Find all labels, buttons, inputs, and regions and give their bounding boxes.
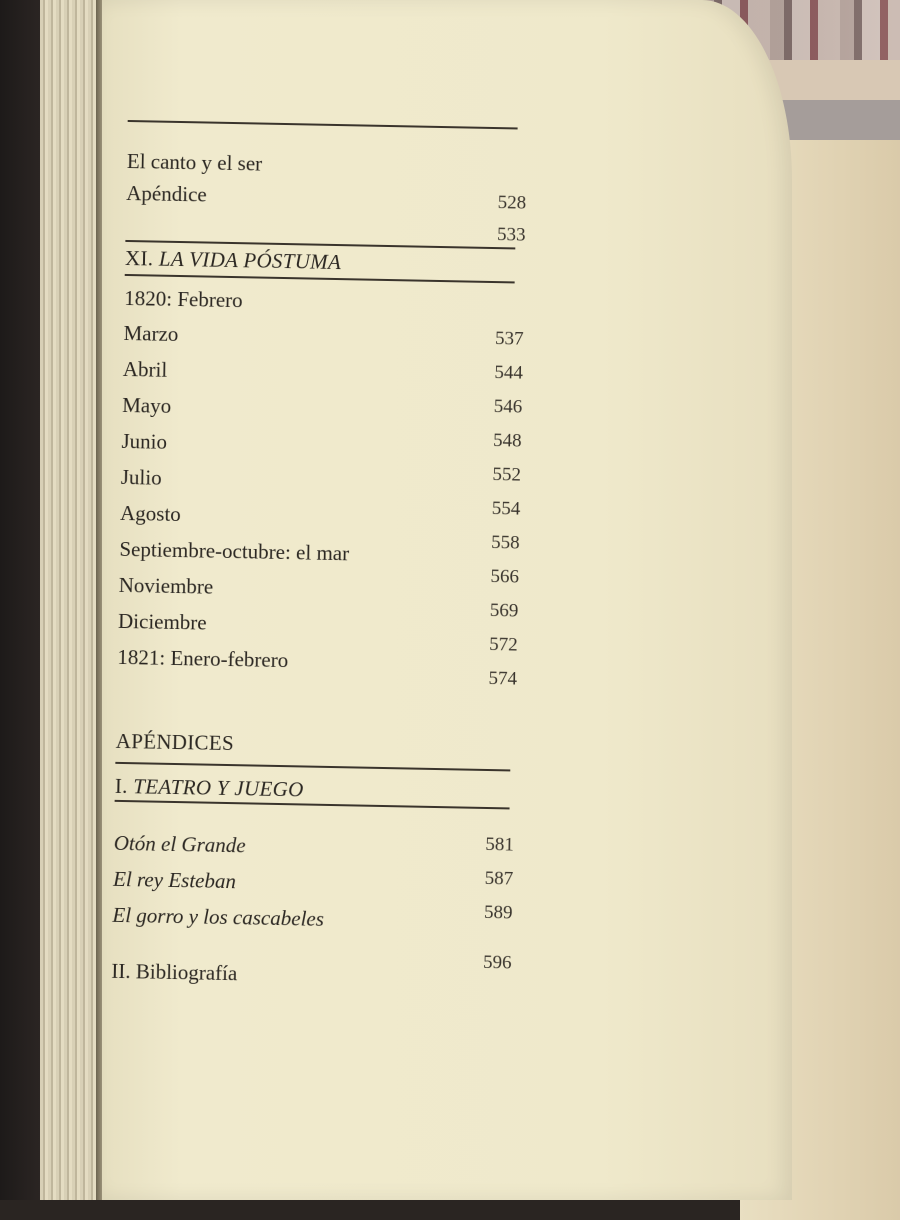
toc-page-number: 546 <box>493 396 523 418</box>
section-number: XI. <box>124 245 154 271</box>
section-heading <box>114 773 515 802</box>
toc-entry-title: 1820: Febrero <box>124 285 243 313</box>
toc-entry-title: El gorro y los cascabeles <box>112 902 325 931</box>
section-rule <box>128 120 518 129</box>
toc-entry-title: Marzo <box>123 320 179 346</box>
section-number: I. <box>114 773 128 799</box>
section-title: LA VIDA PÓSTUMA <box>158 246 342 275</box>
toc-entry-title: Agosto <box>119 500 182 527</box>
section-title: TEATRO Y JUEGO <box>133 774 304 802</box>
toc-page-number: 533 <box>496 224 526 246</box>
section-rule <box>115 762 510 772</box>
toc-entry-title: Otón el Grande <box>113 830 246 858</box>
toc-page-number: 587 <box>484 867 514 890</box>
toc-entry-title: Junio <box>121 428 168 454</box>
appendices-heading: APÉNDICES <box>115 728 235 756</box>
toc-page-number: 554 <box>491 498 521 520</box>
toc-page-number: 596 <box>482 951 512 974</box>
toc-entry-title: Diciembre <box>117 608 207 635</box>
toc-page-number: 572 <box>488 634 518 656</box>
toc-entry-title: II. Bibliografía <box>111 958 238 986</box>
toc-page-number: 548 <box>492 430 522 452</box>
toc-entry-title: El rey Esteban <box>112 866 237 894</box>
table-of-contents <box>107 0 540 1208</box>
toc-entry <box>124 285 525 313</box>
toc-entry-title: Julio <box>120 464 162 490</box>
toc-entry-title: 1821: Enero-febrero <box>117 644 289 673</box>
toc-entry <box>126 148 527 176</box>
section-rule <box>115 800 510 810</box>
toc-entry-title: Apéndice <box>126 180 207 207</box>
toc-entry-title: El canto y el ser <box>126 148 263 176</box>
toc-page-number: 574 <box>488 668 518 690</box>
toc-page-number: 589 <box>483 901 513 924</box>
toc-page-number: 558 <box>490 532 520 554</box>
toc-page-number: 566 <box>490 566 520 588</box>
toc-page-number: 552 <box>492 464 522 486</box>
toc-page-number: 537 <box>494 328 524 350</box>
toc-entry-title: Septiembre-octubre: el mar <box>119 536 350 566</box>
toc-page-number: 581 <box>485 833 515 856</box>
toc-entry-title: Noviembre <box>118 572 214 599</box>
section-rule <box>125 274 515 283</box>
toc-page-number: 544 <box>494 362 524 384</box>
toc-entry-title: Mayo <box>121 392 172 418</box>
toc-page-number: 528 <box>497 192 527 214</box>
toc-page-number: 569 <box>489 600 519 622</box>
toc-entry-title: Abril <box>122 356 168 382</box>
